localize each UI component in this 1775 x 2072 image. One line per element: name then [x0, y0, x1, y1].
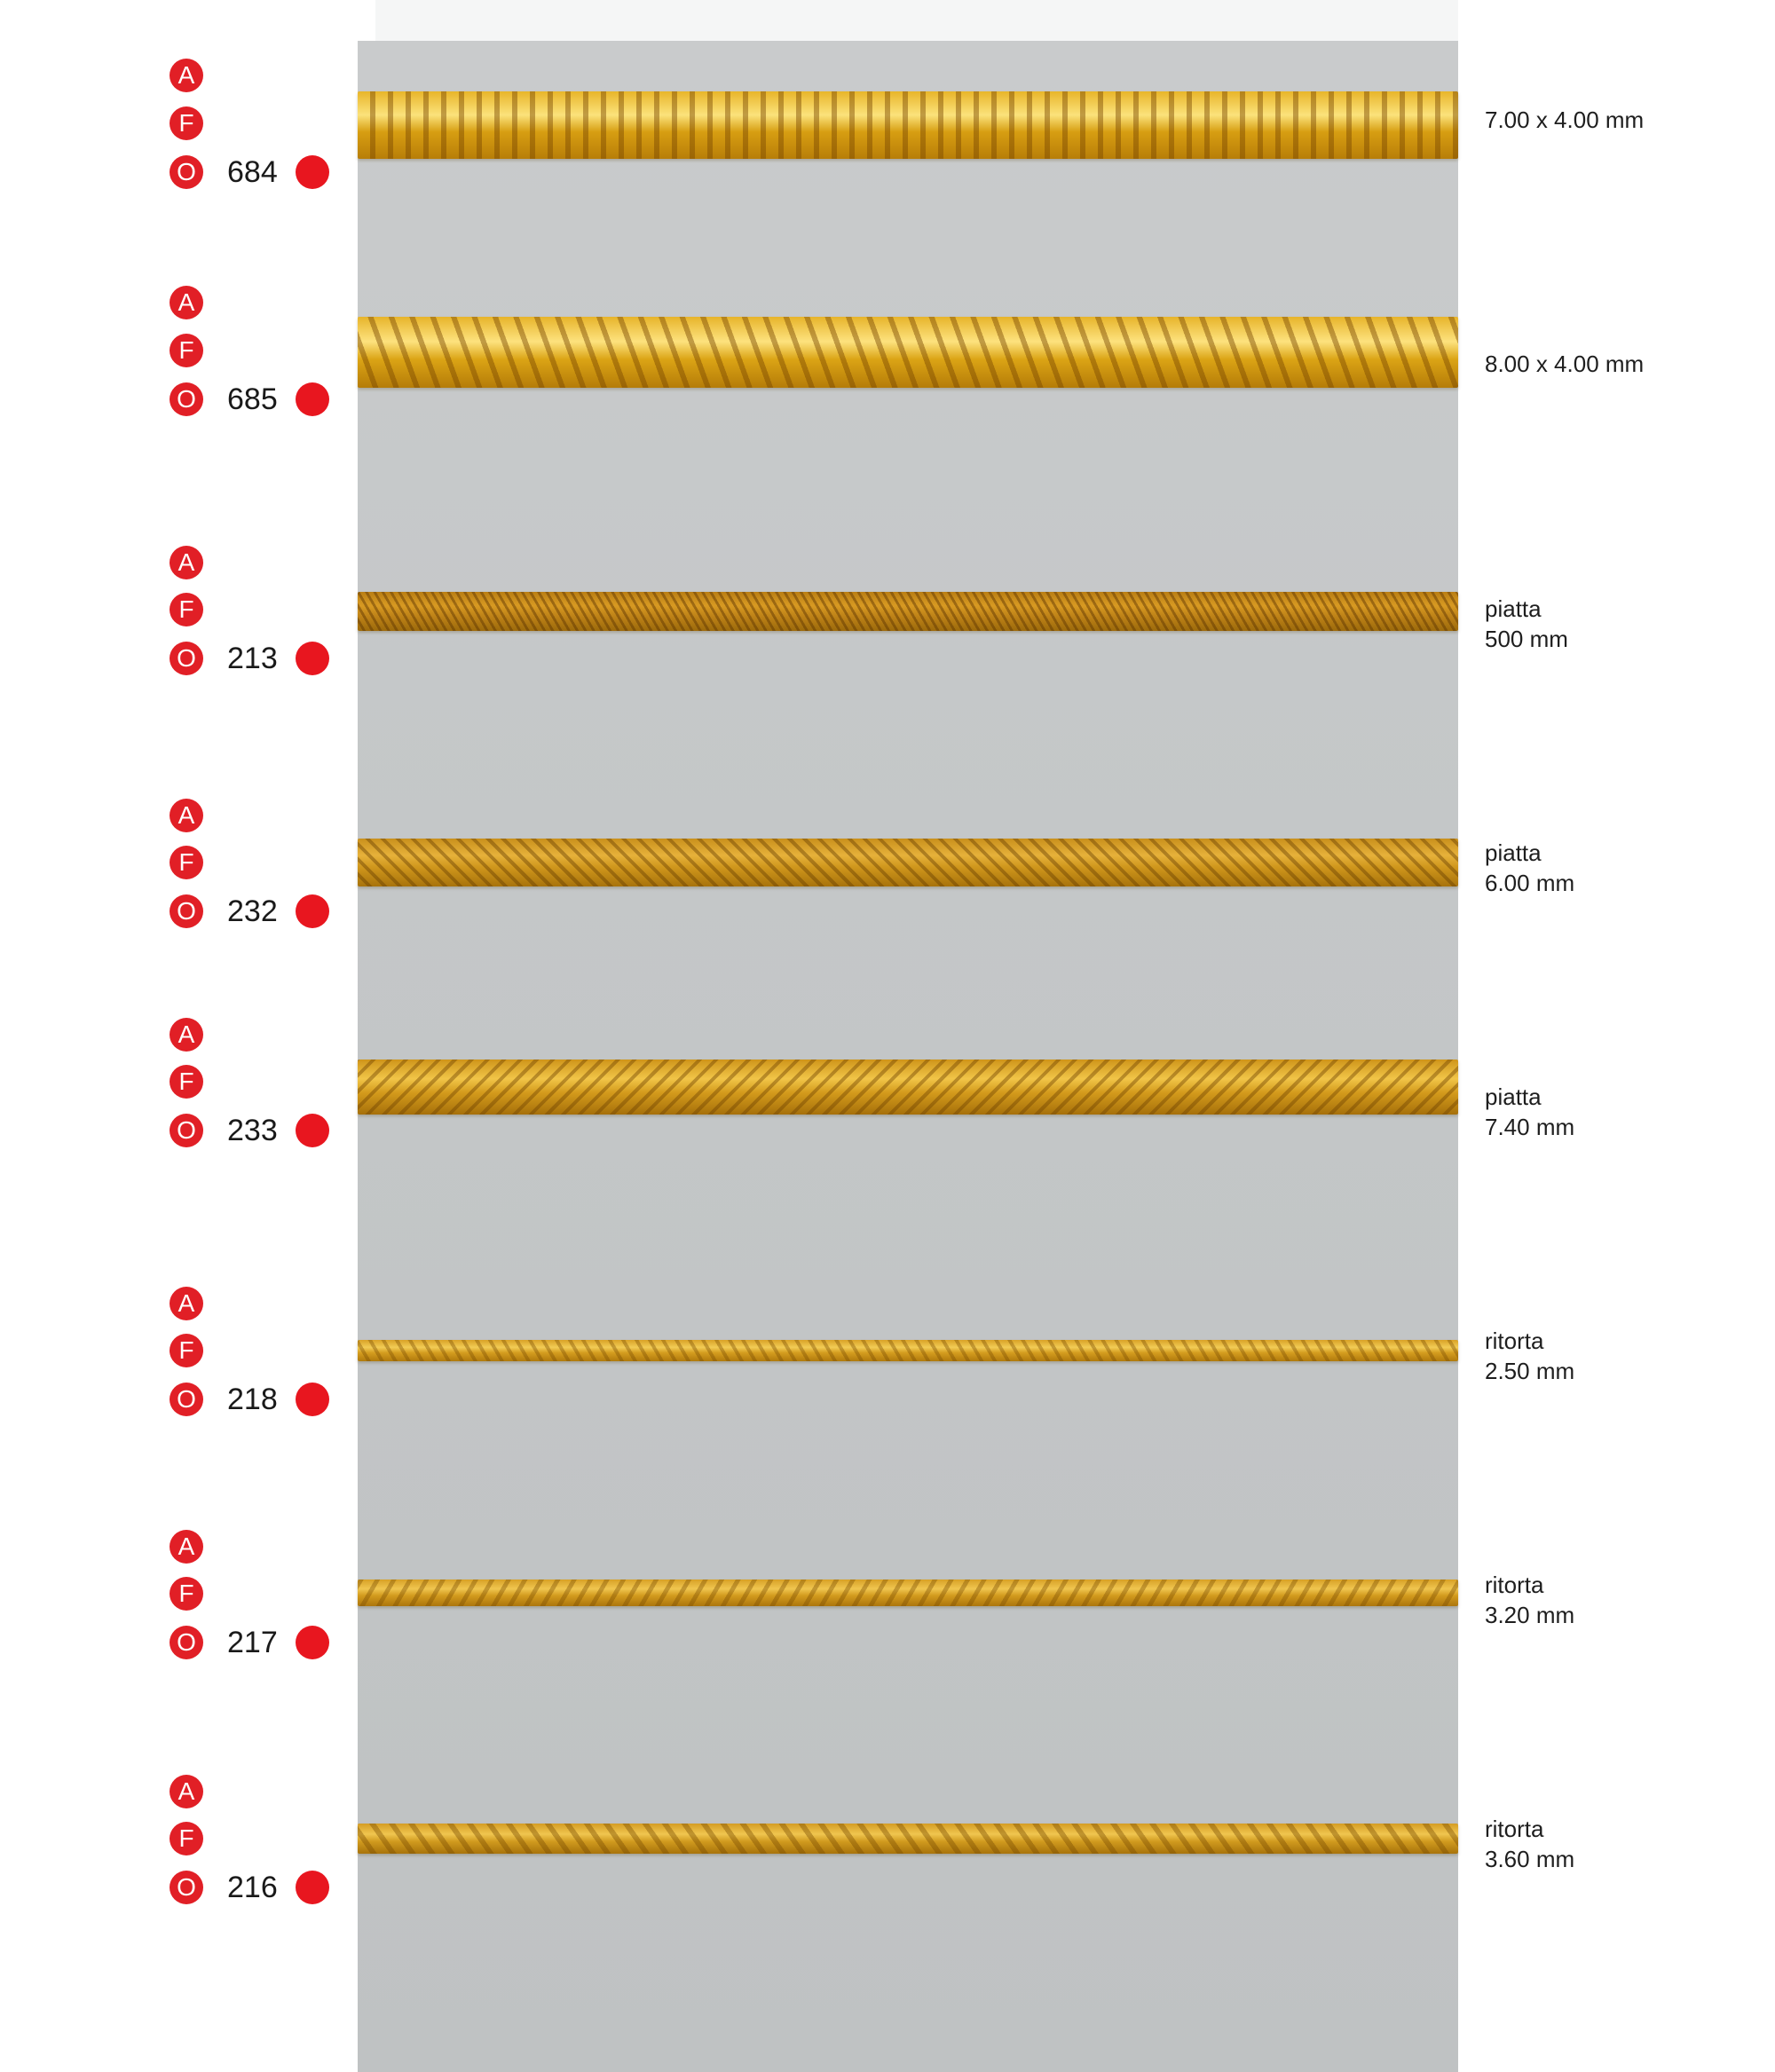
letter-badge-a: A — [170, 799, 203, 832]
chain-spec — [1485, 1326, 1574, 1386]
letter-badge-a: A — [170, 1775, 203, 1808]
spec-line: ritorta — [1485, 1572, 1544, 1598]
spec-line: ritorta — [1485, 1327, 1544, 1354]
letter-badge-f: F — [170, 1822, 203, 1855]
spec-line: 7.40 mm — [1485, 1114, 1575, 1140]
chain-image — [358, 1060, 1458, 1115]
letter-badge-a: A — [170, 1530, 203, 1564]
product-code: 684 — [227, 155, 278, 189]
letter-badge-o: O — [170, 1383, 203, 1416]
letter-badge-f: F — [170, 1577, 203, 1611]
spec-line: 8.00 x 4.00 mm — [1485, 351, 1645, 377]
chain-image — [358, 91, 1458, 159]
product-code: 233 — [227, 1114, 278, 1147]
product-code: 218 — [227, 1383, 278, 1416]
chain-spec — [1485, 838, 1574, 898]
top-strip — [375, 0, 1458, 41]
spec-line: 3.60 mm — [1485, 1846, 1575, 1872]
red-dot-marker — [296, 642, 329, 675]
spec-line: 3.20 mm — [1485, 1602, 1575, 1628]
chain-image — [358, 592, 1458, 631]
chain-image — [358, 1340, 1458, 1361]
red-dot-marker — [296, 1383, 329, 1416]
product-code: 232 — [227, 894, 278, 928]
chain-spec — [1485, 1814, 1574, 1874]
letter-badge-o: O — [170, 894, 203, 928]
chain-spec — [1485, 1570, 1574, 1630]
letter-badge-o: O — [170, 1626, 203, 1659]
spec-line: 7.00 x 4.00 mm — [1485, 106, 1645, 133]
chain-spec — [1485, 349, 1644, 379]
chain-spec — [1485, 594, 1568, 654]
spec-line: piatta — [1485, 595, 1542, 622]
letter-badge-a: A — [170, 286, 203, 319]
spec-line: 6.00 mm — [1485, 870, 1575, 896]
product-code: 213 — [227, 642, 278, 675]
spec-line: piatta — [1485, 1083, 1542, 1110]
letter-badge-o: O — [170, 382, 203, 416]
letter-badge-f: F — [170, 1065, 203, 1099]
chain-image — [358, 317, 1458, 388]
chain-spec — [1485, 105, 1644, 135]
letter-badge-a: A — [170, 546, 203, 579]
letter-badge-f: F — [170, 593, 203, 626]
spec-line: 2.50 mm — [1485, 1358, 1575, 1384]
product-code: 685 — [227, 382, 278, 416]
red-dot-marker — [296, 382, 329, 416]
red-dot-marker — [296, 1114, 329, 1147]
letter-badge-f: F — [170, 106, 203, 140]
spec-line: ritorta — [1485, 1816, 1544, 1842]
red-dot-marker — [296, 1871, 329, 1904]
letter-badge-a: A — [170, 1287, 203, 1320]
letter-badge-f: F — [170, 334, 203, 367]
product-code: 216 — [227, 1871, 278, 1904]
spec-line: 500 mm — [1485, 626, 1568, 652]
red-dot-marker — [296, 155, 329, 189]
chain-image — [358, 839, 1458, 886]
letter-badge-o: O — [170, 155, 203, 189]
chain-image — [358, 1580, 1458, 1606]
chain-spec — [1485, 1082, 1574, 1142]
letter-badge-o: O — [170, 642, 203, 675]
letter-badge-a: A — [170, 59, 203, 92]
letter-badge-o: O — [170, 1114, 203, 1147]
letter-badge-a: A — [170, 1018, 203, 1052]
letter-badge-f: F — [170, 846, 203, 879]
product-code: 217 — [227, 1626, 278, 1659]
red-dot-marker — [296, 1626, 329, 1659]
letter-badge-o: O — [170, 1871, 203, 1904]
spec-line: piatta — [1485, 839, 1542, 866]
letter-badge-f: F — [170, 1334, 203, 1367]
chain-image — [358, 1824, 1458, 1854]
red-dot-marker — [296, 894, 329, 928]
